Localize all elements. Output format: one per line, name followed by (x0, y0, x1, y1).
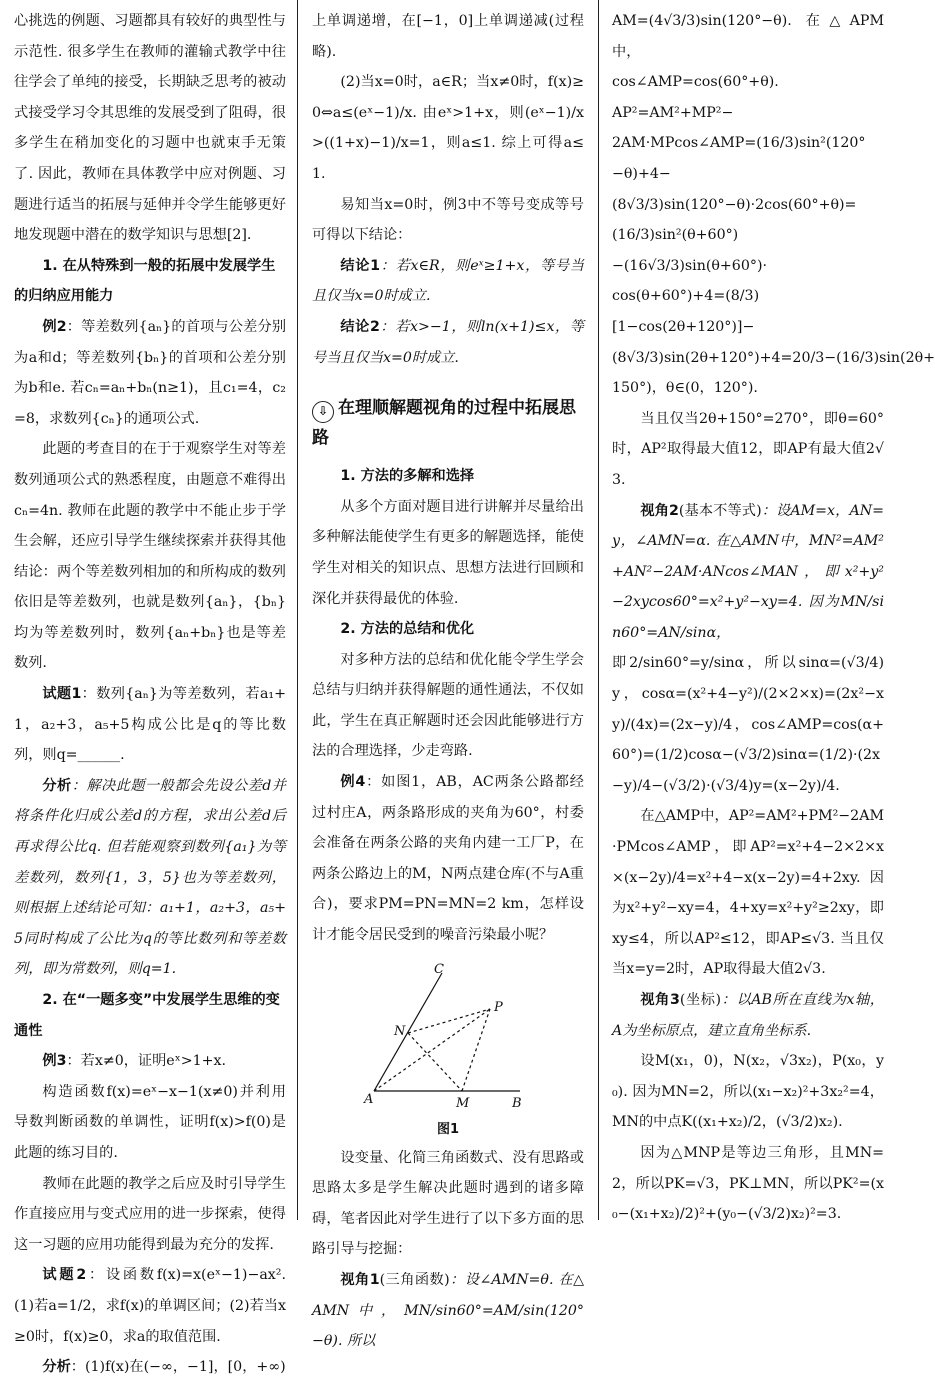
view-text: ：设∠AMN=θ. 在△AMN中，MN/sin60°=AM/sin(120°−θ). 所以 (312, 1272, 585, 1350)
analysis-1 (14, 771, 286, 985)
math-line: 2AM·MPcos∠AMP=(16/3)sin²(120°−θ)+4− (612, 135, 866, 182)
paragraph: (2)当x=0时，a∈R；当x≠0时，f(x)≥0⇔a≤(eˣ−1)/x. 由eˣ>1+x，则(eˣ−1)/x>((1+x)−1)/x=1，则a≤1. 综上可得a≤1. (312, 74, 584, 182)
math-line: cos∠AMP=cos(60°+θ). AP²=AM²+MP²− (612, 74, 779, 121)
math-line: (8√3/3)sin(120°−θ)·2cos(60°+θ)= (612, 196, 857, 213)
view-1 (312, 1265, 584, 1357)
exercise-label: 试题2 (42, 1267, 87, 1284)
exercise-text: ：设函数f(x)=x(eˣ−1)−ax². (1)若a=1/2，求f(x)的单调区间；(2)若当x≥0时，f(x)≥0，求a的取值范围. (14, 1267, 286, 1345)
view-text: ：设AM=x，AN=y，∠AMN=α. 在△AMN中，MN²=AM²+AN²−2AM·ANcos∠MAN，即x²+y²−2xycos60°=x²+y²−xy=4. 因为MN/sin60°=AN/sinα， (612, 502, 884, 641)
view-tag: (基本不等式) (678, 502, 762, 519)
example-label: 例3 (42, 1053, 67, 1070)
figure-1 (312, 961, 584, 1115)
dashed-segments (374, 1009, 490, 1091)
label-b: B (512, 1095, 522, 1111)
subheading: 1. 在从特殊到一般的拓展中发展学生的归纳应用能力 (14, 257, 276, 305)
analysis-label: 分析 (42, 777, 72, 794)
example-3 (14, 1046, 286, 1077)
paragraph: 教师在此题的教学之后应及时引导学生作直接应用与变式应用的进一步探索，使得这一习题的应用功能得到最为充分的发挥. (14, 1175, 286, 1253)
paragraph: 从多个方面对题目进行讲解并尽量给出多种解法能使学生有更多的解题选择，能使学生对相关的知识点、思想方法进行回顾和深化并获得最优的体验. (312, 498, 584, 607)
section-heading (312, 393, 584, 453)
conclusion-2 (312, 312, 584, 373)
paragraph: 此题的考查目的在于于观察学生对等差数列通项公式的熟悉程度，由题意不难得出cₙ=4n. 教师在此题的教学中不能止步于学生会解，还应引导学生继续探索并获得其他结论：两个等差数列相加的和所构成的数列依旧是等差数列，也就是数列{aₙ}，{bₙ}均为等差数列时，数列{aₙ+bₙ}也是等差数列. (14, 441, 286, 672)
label-c: C (434, 961, 444, 977)
example-label: 例2 (42, 318, 67, 335)
paragraph: 构造函数f(x)=eˣ−x−1(x≠0)并利用导数判断函数的单调性，证明f(x)>f(0)是此题的练习目的. (14, 1083, 286, 1161)
exercise-2 (14, 1260, 286, 1352)
paragraph: 设M(x₁，0)，N(x₂，√3x₂)，P(x₀，y₀). 因为MN=2，所以(x₁−x₂)²+3x₂²=4，MN的中点K((x₁+x₂)/2，(√3/2)x₂). (612, 1053, 884, 1131)
exercise-text: ：数列{aₙ}为等差数列，若a₁+1，a₂+3，a₅+5构成公比是q的等比数列，则q=______. (14, 686, 286, 764)
column-1 (14, 6, 287, 1376)
example-label: 例4 (340, 774, 366, 791)
view-text: ：以AB所在直线为x轴，A为坐标原点，建立直角坐标系. (612, 992, 884, 1039)
paragraph: 设变量、化简三角函数式、没有思路或思路太多是学生解决此题时遇到的诸多障碍，笔者因此对学生进行了以下多方面的思路引导与挖掘： (312, 1149, 584, 1258)
view-tag: (三角函数) (379, 1272, 450, 1288)
paragraph: 在△AMP中，AP²=AM²+PM²−2AM·PMcos∠AMP，即AP²=x²+4−2×2×x×(x−2y)/4=x²+4−x(x−2y)=4+2xy. 因为x²+y²−xy=4，4+xy=x²+y²≥2xy，即xy≤4，所以AP²≤12，即AP≤√3. 当且仅当x=y=2时，AP取得最大值2√3. (612, 808, 884, 978)
conclusion-text: ：若x∈R，则eˣ≥1+x，等号当且仅当x=0时成立. (312, 257, 584, 305)
view-label: 视角1 (340, 1272, 380, 1288)
figure-caption: 图1 (436, 1121, 460, 1137)
math-line: (16/3)sin²(θ+60°)−(16√3/3)sin(θ+60°)· (612, 227, 767, 274)
label-p: P (494, 999, 503, 1015)
exercise-label: 试题1 (42, 686, 82, 703)
label-n: N (394, 1023, 406, 1039)
paragraph: 对多种方法的总结和优化能令学生学会总结与归纳并获得解题的通性通法，不仅如此，学生在真正解题时还会因此能够进行方法的合理选择，少走弯路. (312, 651, 584, 760)
example-4 (312, 767, 584, 951)
analysis-2 (14, 1352, 286, 1383)
subheading: 1. 方法的多解和选择 (340, 468, 475, 485)
math-line: 150°)，θ∈(0，120°). (612, 380, 758, 397)
conclusion-text: ：若x>−1，则ln(x+1)≤x，等号当且仅当x=0时成立. (312, 318, 584, 366)
column-3 (612, 6, 935, 1223)
example-text: ：如图1，AB，AC两条公路都经过村庄A，两条路形成的夹角为60°，村委会准备在两条公路的夹角内建一工厂P，在两条公路边上的M，N两点建仓库(不与A重合)，要求PM=PN=MN=2 km，怎样设计才能令居民受到的噪音污染最小呢？ (312, 774, 584, 944)
view-3 (612, 985, 884, 1046)
view-label: 视角3 (640, 992, 680, 1008)
conclusion-1 (312, 251, 584, 312)
analysis-label: 分析 (42, 1359, 71, 1376)
paragraph: 易知当x=0时，例3中不等号变成等号可得以下结论： (312, 196, 584, 244)
paragraph: 心挑选的例题、习题都具有较好的典型性与示范性. 很多学生在教师的灌输式教学中往往学会了单纯的接受，长期缺乏思考的被动式接受学习令其思维的发展受到了阻碍，很多学生在稍加变化的习题中也就束手无策了. 因此，教师在具体教学中应对例题、习题进行适当的拓展与延伸并令学生能够更好地发现题中潜在的数学知识与思想[2]. (14, 13, 286, 244)
subheading: 2. 方法的总结和优化 (340, 621, 475, 638)
label-a: A (364, 1091, 374, 1107)
road-ac (374, 973, 442, 1091)
subheading: 2. 在“一题多变”中发展学生思维的变通性 (14, 992, 280, 1039)
view-2 (612, 496, 884, 649)
section-title: 在理顺解题视角的过程中拓展思路 (312, 398, 576, 449)
geometry-diagram (312, 961, 584, 1111)
example-2 (14, 312, 286, 434)
label-m: M (456, 1095, 470, 1111)
column-2 (312, 6, 585, 1350)
math-paragraph: 即2/sin60°=y/sinα，所以sinα=(√3/4)y，cosα=(x²+4−y²)/(2×2×x)=(2x²−xy)/(4x)=(2x−y)/4，cos∠AMP=cos(α+60°)=(1/2)cosα−(√3/2)sinα=(1/2)·(2x−y)/4−(√3/2)·(√3/4)y=(x−2y)/4. (612, 655, 884, 794)
down-arrow-icon: ⇩ (312, 401, 334, 423)
column-rule-2 (598, 0, 599, 1220)
example-text: ：等差数列{aₙ}的首项与公差分别为a和d；等差数列{bₙ}的首项和公差分别为b和e. 若cₙ=aₙ+bₙ(n≥1)，且c₁=4，c₂=8，求数列{cₙ}的通项公式. (14, 318, 287, 427)
column-rule-1 (297, 0, 298, 1220)
conclusion-label: 结论1 (340, 257, 381, 274)
analysis-text: ：解决此题一般都会先设公差d并将条件化归成公差d的方程，求出公差d后再求得公比q. 但若能观察到数列{a₁}为等差数列，数列{1，3，5}也为等差数列，则根据上述结论可知：a₁+1，a₂+3，a₅+5同时构成了公比为q的等比数列和等差数列，即为常数列，则q=1. (14, 777, 286, 978)
paragraph: 因为△MNP是等边三角形，且MN=2，所以PK=√3，PK⊥MN，所以PK²=(x₀−(x₁+x₂)/2)²+(y₀−(√3/2)x₂)²=3. (612, 1144, 884, 1223)
view-tag: (坐标) (679, 992, 722, 1008)
math-line: cos(θ+60°)+4=(8/3)[1−cos(2θ+120°)]− (612, 288, 760, 335)
math-line: AM=(4√3/3)sin(120°−θ). 在△APM中， (612, 13, 884, 60)
conclusion-label: 结论2 (340, 318, 380, 335)
analysis-text: ：(1)f(x)在(−∞，−1]，[0，+∞) (70, 1359, 286, 1376)
view-label: 视角2 (640, 502, 679, 519)
example-text: ：若x≠0，证明eˣ>1+x. (66, 1053, 227, 1070)
exercise-1 (14, 679, 286, 771)
paragraph: 上单调递增，在[−1，0]上单调递减(过程略). (312, 13, 584, 60)
math-line: (8√3/3)sin(2θ+120°)+4=20/3−(16/3)sin(2θ+ (612, 349, 935, 366)
paragraph: 当且仅当2θ+150°=270°，即θ=60°时，AP²取得最大值12，即AP有最大值2√3. (612, 410, 884, 488)
